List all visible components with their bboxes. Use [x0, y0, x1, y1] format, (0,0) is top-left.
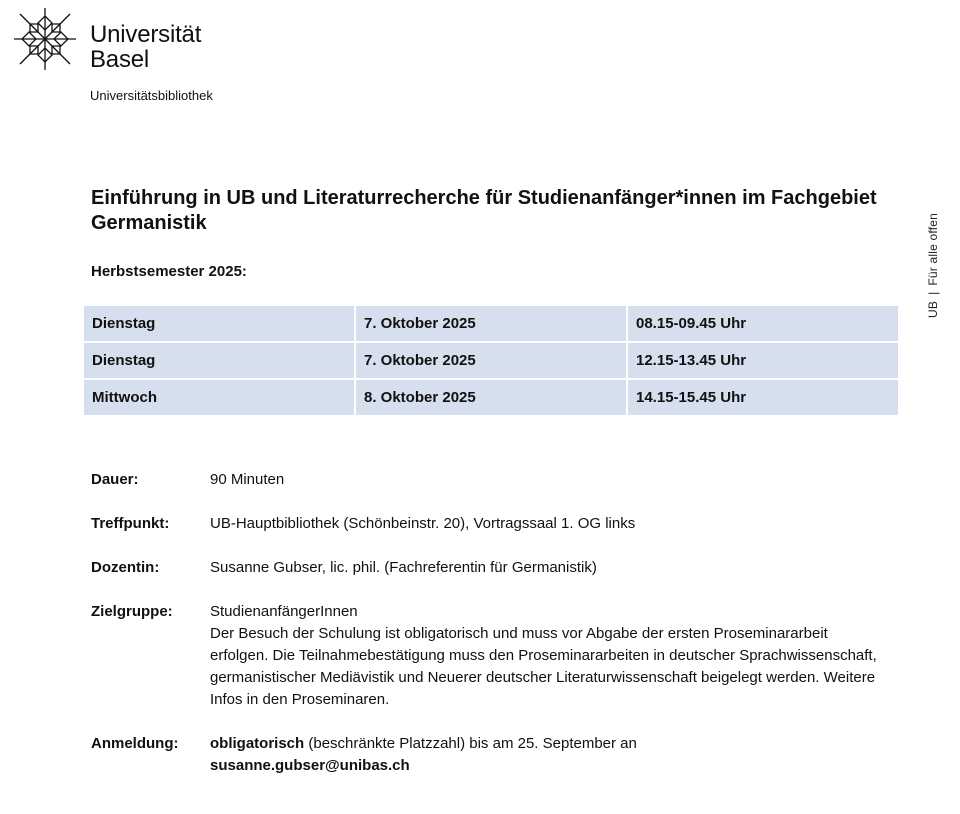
- target-group-value: [210, 601, 890, 711]
- table-row: [84, 380, 898, 415]
- side-label: [926, 213, 940, 318]
- side-label-separator: |: [926, 291, 940, 295]
- side-label-motto: Für alle offen: [926, 212, 940, 286]
- registration-value: [210, 733, 890, 777]
- schedule-table: [82, 304, 900, 417]
- semester-heading: Herbstsemester 2025:: [91, 263, 247, 280]
- schedule-time: 14.15-15.45 Uhr: [628, 380, 898, 415]
- schedule-day: Dienstag: [84, 306, 354, 341]
- schedule-time: 12.15-13.45 Uhr: [628, 343, 898, 378]
- schedule-time: 08.15-09.45 Uhr: [628, 306, 898, 341]
- university-logo-icon: [12, 6, 78, 72]
- target-group-description: Der Besuch der Schulung ist obligatorisch und muss vor Abgabe der ersten Proseminararbeit erfolgen. Die Teilnahmebestätigung muss den Proseminararbeiten in deutscher Sprachwissenschaft, germanistischer Mediävistik und Neuerer deutscher Literaturwissenschaft beigelegt werden. Weitere Infos in den Proseminaren.: [210, 625, 877, 708]
- registration-email-link[interactable]: susanne.gubser@unibas.ch: [210, 757, 410, 774]
- table-row: [84, 306, 898, 341]
- schedule-date: 7. Oktober 2025: [356, 343, 626, 378]
- schedule-date: 7. Oktober 2025: [356, 306, 626, 341]
- meeting-point-label: Treffpunkt:: [91, 515, 170, 532]
- registration-text: (beschränkte Platzzahl) bis am 25. September an: [304, 735, 637, 752]
- schedule-date: 8. Oktober 2025: [356, 380, 626, 415]
- lecturer-value: Susanne Gubser, lic. phil. (Fachreferentin für Germanistik): [210, 559, 597, 576]
- university-name-line2: Basel: [90, 46, 150, 73]
- department-name: Universitätsbibliothek: [90, 88, 213, 103]
- schedule-day: Mittwoch: [84, 380, 354, 415]
- registration-label: Anmeldung:: [91, 735, 179, 752]
- target-group-audience: StudienanfängerInnen: [210, 603, 358, 620]
- duration-label: Dauer:: [91, 471, 139, 488]
- page-title: Einführung in UB und Literaturrecherche für Studienanfänger*innen im Fachgebiet Germanistik: [91, 187, 877, 234]
- target-group-label: Zielgruppe:: [91, 603, 173, 620]
- registration-emphasis: obligatorisch: [210, 735, 305, 752]
- side-label-ub: UB: [926, 300, 940, 318]
- schedule-day: Dienstag: [84, 343, 354, 378]
- university-name: [90, 22, 201, 72]
- duration-value: 90 Minuten: [210, 471, 285, 488]
- table-row: [84, 343, 898, 378]
- lecturer-label: Dozentin:: [91, 559, 160, 576]
- meeting-point-value: UB-Hauptbibliothek (Schönbeinstr. 20), Vortragssaal 1. OG links: [210, 515, 636, 532]
- university-name-line1: Universität: [90, 21, 202, 48]
